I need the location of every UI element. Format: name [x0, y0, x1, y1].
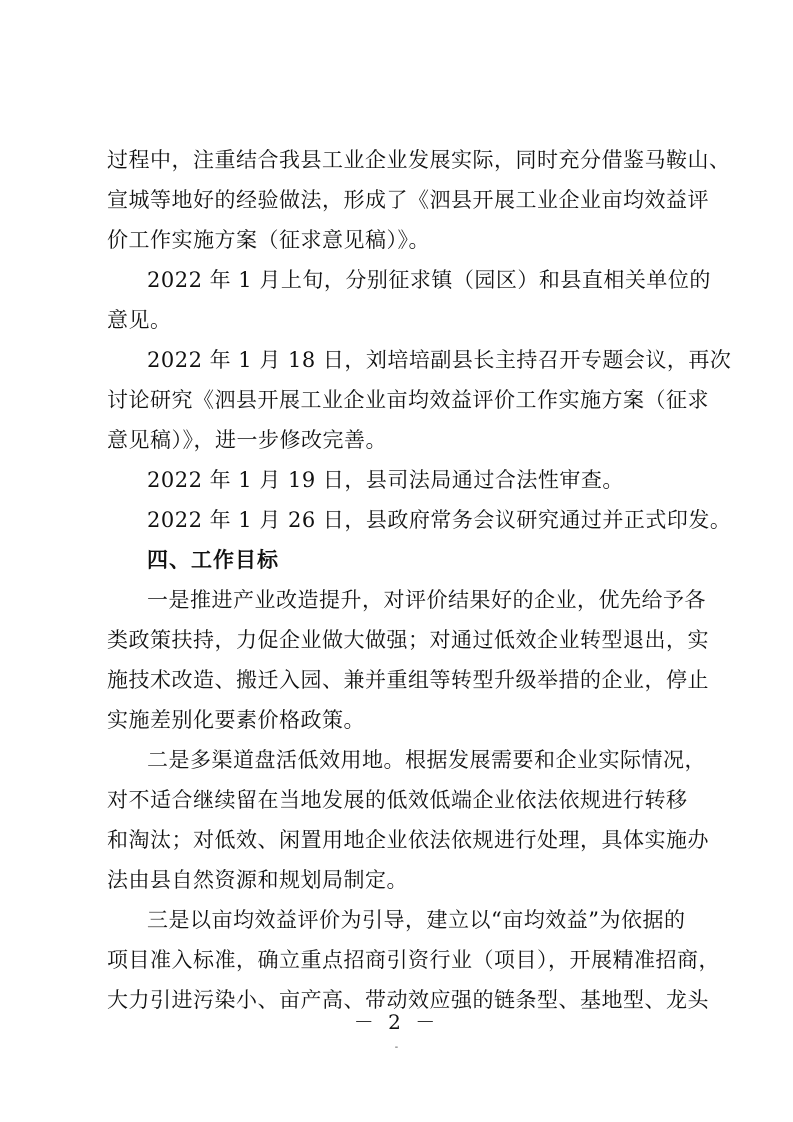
paragraph-line: 价工作实施方案（征求意见稿）》。 [107, 228, 430, 252]
section-heading: 四、工作目标 [147, 548, 279, 572]
paragraph-line: 二是多渠道盘活低效用地。根据发展需要和企业实际情况， [147, 748, 706, 772]
paragraph-line: 实施差别化要素价格政策。 [107, 708, 365, 732]
paragraph-line: 2022 年 1 月 18 日，刘培培副县长主持召开专题会议，再次 [147, 348, 732, 372]
paragraph-line: 法由县自然资源和规划局制定。 [107, 868, 408, 892]
paragraph-line: 三是以亩均效益评价为引导，建立以“亩均效益”为依据的 [147, 908, 686, 932]
paragraph-line: 项目准入标准，确立重点招商引资行业（项目），开展精准招商， [107, 948, 720, 972]
paragraph-line: 一是推进产业改造提升，对评价结果好的企业，优先给予各 [147, 588, 706, 612]
paragraph-line: 意见。 [107, 308, 172, 332]
paragraph-line: 施技术改造、搬迁入园、兼并重组等转型升级举措的企业，停止 [107, 668, 709, 692]
page-mark: - [394, 1042, 399, 1053]
paragraph-line: 2022 年 1 月 26 日，县政府常务会议研究通过并正式印发。 [147, 508, 732, 532]
page-number: － 2 － [353, 1010, 440, 1034]
paragraph-line: 大力引进污染小、亩产高、带动效应强的链条型、基地型、龙头 [107, 988, 709, 1012]
paragraph-line: 对不适合继续留在当地发展的低效低端企业依法依规进行转移 [107, 788, 688, 812]
paragraph-line: 和淘汰；对低效、闲置用地企业依法依规进行处理，具体实施办 [107, 828, 709, 852]
paragraph-line: 意见稿）》，进一步修改完善。 [107, 428, 387, 452]
paragraph-line: 讨论研究《泗县开展工业企业亩均效益评价工作实施方案（征求 [107, 388, 709, 412]
paragraph-line: 类政策扶持，力促企业做大做强；对通过低效企业转型退出，实 [107, 628, 709, 652]
paragraph-line: 2022 年 1 月 19 日，县司法局通过合法性审查。 [147, 468, 624, 492]
paragraph-line: 2022 年 1 月上旬，分别征求镇（园区）和县直相关单位的 [147, 268, 711, 292]
paragraph-line: 过程中，注重结合我县工业企业发展实际，同时充分借鉴马鞍山、 [107, 148, 731, 172]
paragraph-line: 宣城等地好的经验做法，形成了《泗县开展工业企业亩均效益评 [107, 188, 709, 212]
